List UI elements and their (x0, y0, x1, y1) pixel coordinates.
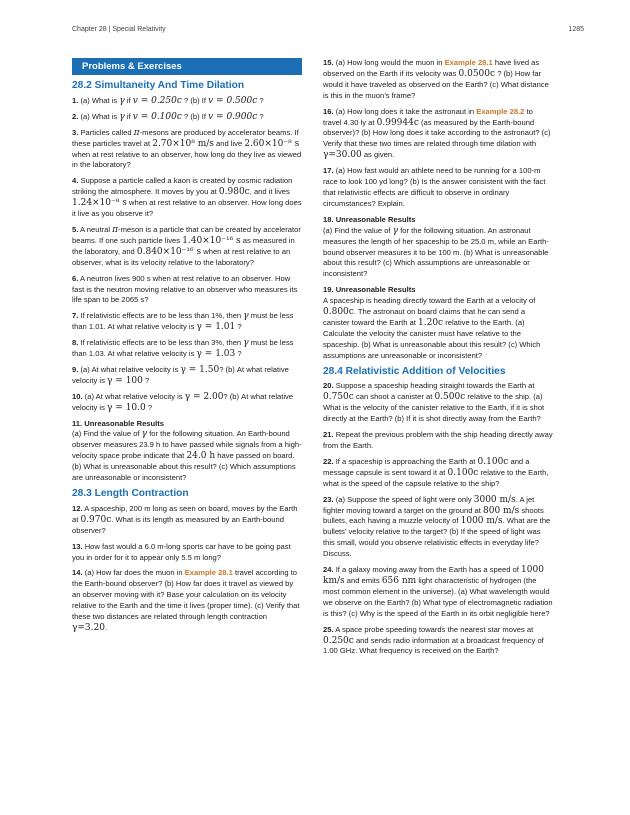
problem-25: 25. A space probe speeding towards the nearest star moves at 0.250c and sends radio information at a broadcast frequency of 1.00 GHz. What frequency is received on the Earth? (323, 624, 544, 656)
problem-2: 2. (a) What is γ if v = 0.100c ? (b) If v = 0.900c ? (72, 111, 264, 122)
section-heading-28-3: 28.3 Length Contraction (72, 488, 189, 499)
problem-12: 12. A spaceship, 200 m long as seen on board, moves by the Earth at 0.970c. What is its length as measured by an Earth-bound observer? (72, 503, 298, 535)
example-28-2-link[interactable]: Example 28.2 (476, 106, 525, 116)
problem-6: 6. A neutron lives 900 s when at rest relative to an observer. How fast is the neutron moving relative to an observer who measures its life span to be 2065 s? (72, 273, 298, 305)
example-28-1-link[interactable]: Example 28.1 (444, 58, 493, 67)
problems-exercises-banner: Problems & Exercises (72, 58, 302, 75)
problem-22: 22. If a spaceship is approaching the Earth at 0.100c and a message capsule is sent toward it at 0.100c relative to the Earth, what is the speed of the capsule relative to the ship? (323, 456, 549, 488)
left-column (72, 58, 302, 639)
problem-11: 11. Unreasonable Results (a) Find the value of γ for the following situation. An Earth-bound observer measures 23.9 h to have passed while signals from a high-velocity space probe indicate that 24.0 h have passed on board. (b) What is unreasonable about this result? (c) Which assumptions are unreasonable or inconsistent? (72, 418, 302, 483)
problem-1: 1. (a) What is γ if v = 0.250c ? (b) If v = 0.500c ? (72, 95, 264, 106)
problem-20: 20. Suppose a spaceship heading straight towards the Earth at 0.750c can shoot a canister at 0.500c relative to the ship. (a) What is the velocity of the canister relative to the Earth, if it is shot directly at the Earth? (b) If it is shot directly away from the Earth? (323, 381, 545, 424)
problem-24: 24. If a galaxy moving away from the Earth has a speed of 1000 km/s and emits 656 nm light characteristic of hydrogen (the most common element in the universe). (a) What wavelength would we observe on the Earth? (b) What type of electromagnetic radiation is this? (c) Why is the speed of the Earth in its orbit negligible here? (323, 565, 553, 618)
problem-7: 7. If relativistic effects are to be less than 1%, then γ must be less than 1.01. At what relative velocity is γ = 1.01 ? (72, 311, 294, 333)
problem-3: 3. Particles called π-mesons are produced by accelerator beams. If these particles travel at 2.70×10⁸ m/s and live 2.60×10⁻⁸ s when at rest relative to an observer, how long do they live as viewed in the laboratory? (72, 127, 302, 170)
problem-23: 23. (a) Suppose the speed of light were only 3000 m/s. A jet fighter moving toward a target on the ground at 800 m/s shoots bullets, each having a muzzle velocity of 1000 m/s. What are the bullets’ velocity relative to the target? (b) If the speed of light was this small, would you observe relativistic effects in everyday life? Discuss. (323, 494, 551, 559)
problem-16: 16. (a) How long does it take the astronaut in Example 28.2 to travel 4.30 ly at 0.99944c (as measured by the Earth-bound observer)? (b) How long does it take according to the astronaut? (c) Verify that these two times are related through time dilation with γ=30.00 as given. (323, 106, 551, 161)
problem-5: 5. A neutral π-meson is a particle that can be created by accelerator beams. If one such particle lives 1.40×10⁻¹⁶ s as measured in the laboratory, and 0.840×10⁻¹⁶ s when at rest relative to an observer, what is its velocity relative to the laboratory? (72, 224, 301, 267)
example-28-1-link[interactable]: Example 28.1 (184, 568, 233, 578)
problem-17: 17. (a) How fast would an athlete need to be running for a 100-m race to look 100 yd long? (b) Is the answer consistent with the fact that relativistic effects are difficult to observe in ordinary circumstances? Explain. (323, 166, 546, 208)
section-heading-28-4: 28.4 Relativistic Addition of Velocities (323, 365, 506, 377)
problem-13: 13. How fast would a 6.0 m-long sports car have to be going past you in order for it to appear only 5.5 m long? (72, 541, 291, 562)
problem-18: 18. Unreasonable Results (a) Find the value of γ for the following situation. An astronaut measures the length of her spaceship to be 25.0 m, while an Earth-bound observer measures it to be 100 m. (b) What is unreasonable about this result? (c) Which assumptions are unreasonable or inconsistent? (323, 214, 549, 279)
problem-19: 19. Unreasonable Results A spaceship is heading directly toward the Earth at a velocity of 0.800c. The astronaut on board claims that he can send a canister toward the Earth at 1.20c relative to the Earth. (a) Calculate the velocity the canister must have relative to the spaceship. (b) What is unreasonable about this result? (c) Which assumptions are unreasonable or inconsistent? (323, 285, 541, 360)
running-header-chapter: Chapter 28 | Special Relativity (72, 26, 166, 33)
problem-4: 4. Suppose a particle called a kaon is created by cosmic radiation striking the atmosphere. It moves by you at 0.980c, and it lives 1.24×10⁻⁸ s when at rest relative to an observer. How long does it live as you observe it? (72, 176, 302, 219)
problem-9: 9. (a) At what relative velocity is γ = 1.50? (b) At what relative velocity is γ = 100 ? (72, 364, 289, 386)
problem-21: 21. Repeat the previous problem with the ship heading directly away from the Earth. (323, 430, 553, 450)
page-number: 1285 (568, 26, 584, 33)
right-column (323, 58, 553, 662)
problem-8: 8. If relativistic effects are to be less than 3%, then γ must be less than 1.03. At what relative velocity is γ = 1.03 ? (72, 338, 294, 360)
problem-14: 14. (a) How far does the muon in Example 28.1 travel according to the Earth-bound observer? (b) How far does it travel as viewed by an observer moving with it? Base your calculation on its velocity relative to the Earth and the time it lives (proper time). (c) Verify that these two distances are related through length contraction γ=3.20. (72, 568, 300, 633)
section-heading-28-2: 28.2 Simultaneity And Time Dilation (72, 80, 245, 91)
problem-15: 15. (a) How long would the muon in Example 28.1 have lived as observed on the Earth if its velocity was 0.0500c ? (b) How far would it have traveled as observed on the Earth? (c) What distance is this in the muon’s frame? (323, 58, 549, 100)
problem-10: 10. (a) At what relative velocity is γ = 2.00? (b) At what relative velocity is γ = 10.0 ? (72, 391, 294, 413)
